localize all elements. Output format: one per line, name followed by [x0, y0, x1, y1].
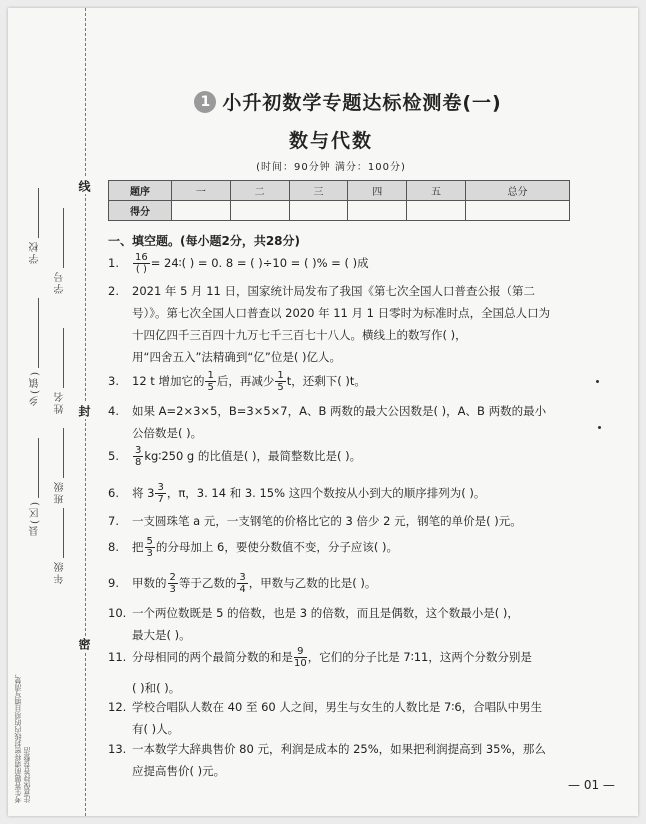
township-blank — [38, 298, 39, 368]
grade-label: 年级 — [55, 560, 66, 584]
time-and-score: (时间：90分钟 满分：100分) — [256, 162, 406, 173]
question-11: 11. 分母相同的两个最简分数的和是 $\frac{9}{10}$ ，它们的分子比是 7∶11，这两个分数分别是 ( )和( )。 — [108, 646, 532, 695]
question-7: 7. 一支圆珠笔 a 元，一支钢笔的价格比它的 3 倍少 2 元，钢笔的单价是( )元。 — [108, 514, 522, 528]
county-label: 县(区) — [30, 500, 41, 536]
scan-dot — [598, 426, 601, 429]
question-8: 8. 把 $\frac{5}{3}$ 的分母加上 6，要使分数值不变，分子应该( )。 — [108, 536, 398, 559]
margin-note: 考生答题前请将密封线内的项目填写清楚，注意保持答卷整洁 — [14, 670, 31, 803]
name-label: 姓名 — [55, 390, 66, 414]
cut-mark-seal: 封 — [77, 405, 91, 417]
col-total: 总分 — [465, 181, 569, 201]
page-number: — 01 — — [568, 778, 615, 792]
score-cell[interactable] — [172, 201, 231, 221]
question-9: 9. 甲数的 $\frac{2}{3}$ 等于乙数的 $\frac{3}{4}$ ，甲数与乙数的比是( )。 — [108, 572, 377, 595]
question-5: 5. $\frac{3}{8}$ kg∶250 g 的比值是( )，最简整数比是( )。 — [108, 445, 362, 468]
question-1: 1. $\frac{16}{( )}$ = 24∶( ) = 0. 8 = ( )÷10 = ( )% = ( )成 — [108, 252, 369, 275]
student-no-blank — [63, 208, 64, 268]
question-2: 2. 2021 年 5 月 11 日，国家统计局发布了我国《第七次全国人口普查公报（第二 号）》。第七次全国人口普查以 2020 年 11 月 1 日零时为标准时点，全国总人口为 十四亿四千三百四十九万七千三百七十八人。横线上的数写作( )， 用“四舍五入”法精确到“亿”位是( )亿人。 — [108, 284, 551, 364]
cut-mark-line: 线 — [77, 180, 91, 192]
student-no-label: 学号 — [55, 270, 66, 294]
score-cell[interactable] — [407, 201, 466, 221]
question-6: 6. 将 3 $\frac{3}{7}$ ，π，3. 14 和 3. 15% 这四个数按从小到大的顺序排列为( )。 — [108, 482, 486, 505]
question-3: 3. 12 t 增加它的 $\frac{1}{5}$ 后，再减少 $\frac{1}{5}$ t，还剩下( )t。 — [108, 370, 366, 393]
question-10: 10. 一个两位数既是 5 的倍数，也是 3 的倍数，而且是偶数，这个数最小是( )， 最大是( )。 — [108, 606, 519, 642]
county-blank — [38, 438, 39, 498]
cut-mark-secret: 密 — [77, 638, 91, 650]
township-label: 乡(镇) — [30, 370, 41, 406]
col-5: 五 — [407, 181, 466, 201]
score-cell[interactable] — [465, 201, 569, 221]
row-label-question: 题序 — [109, 181, 172, 201]
question-4: 4. 如果 A=2×3×5，B=3×5×7，A、B 两数的最大公因数是( )，A、B 两数的最小 公倍数是( )。 — [108, 404, 547, 440]
question-12: 12. 学校合唱队人数在 40 至 60 人之间，男生与女生的人数比是 7∶6，合唱队中男生 有( )人。 — [108, 700, 543, 736]
score-table-header-row — [109, 181, 570, 201]
page-subtitle: 数与代数 — [288, 130, 373, 152]
section-heading: 一、填空题。(每小题2分，共28分) — [108, 234, 301, 248]
col-2: 二 — [230, 181, 289, 201]
exam-page — [8, 8, 638, 816]
row-label-score: 得分 — [109, 201, 172, 221]
school-label: 学校 — [30, 240, 41, 264]
test-number-badge: 1 — [194, 91, 216, 113]
score-cell[interactable] — [348, 201, 407, 221]
fraction: $\frac{16}{( )}$ — [135, 252, 148, 275]
score-cell[interactable] — [230, 201, 289, 221]
class-label: 班级 — [55, 480, 66, 504]
school-blank — [38, 188, 39, 238]
class-blank — [63, 428, 64, 478]
question-13: 13. 一本数学大辞典售价 80 元，利润是成本的 25%，如果把利润提高到 35%，那么 应提高售价( )元。 — [108, 742, 546, 778]
score-table-score-row — [109, 201, 570, 221]
grade-blank — [63, 508, 64, 558]
title-row — [168, 88, 528, 115]
score-table — [108, 180, 570, 221]
score-cell[interactable] — [289, 201, 348, 221]
col-3: 三 — [289, 181, 348, 201]
page-title: 小升初数学专题达标检测卷(一) — [222, 92, 502, 114]
col-4: 四 — [348, 181, 407, 201]
scan-dot — [596, 380, 599, 383]
col-1: 一 — [172, 181, 231, 201]
name-blank — [63, 328, 64, 388]
